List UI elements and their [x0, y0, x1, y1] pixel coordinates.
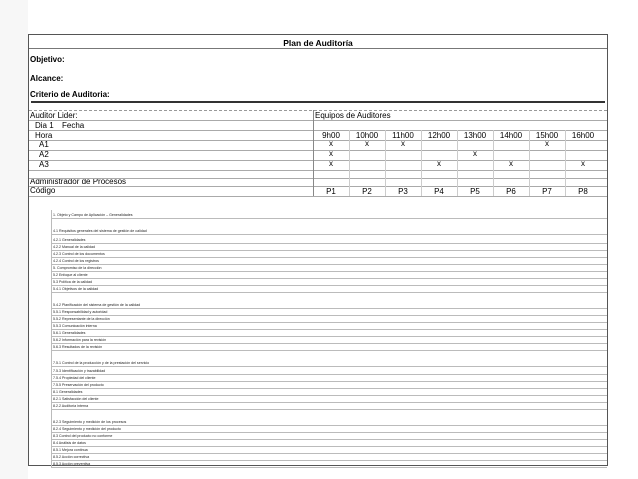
row-rule	[51, 460, 607, 461]
row-rule	[51, 381, 607, 382]
clause-item: 5.6.2 Información para la revisión	[53, 338, 107, 342]
grid-vline	[349, 130, 350, 196]
hour-cell: 9h00	[322, 131, 340, 140]
hour-cell: 15h00	[535, 131, 559, 140]
row-rule	[51, 264, 607, 265]
clause-item: 8.5.3 Acción preventiva	[53, 462, 91, 466]
grid-hline	[29, 196, 607, 197]
clause-item: 5.6.3 Resultados de la revisión	[53, 345, 103, 349]
lead-auditor-label: Auditor Lider:	[30, 111, 78, 120]
row-rule	[51, 329, 607, 330]
clause-item: 5.5.1 Responsabilidad y autoridad	[53, 310, 108, 314]
hour-cell: 13h00	[463, 131, 487, 140]
clause-item: 7.5.4 Propiedad del cliente	[53, 376, 96, 380]
process-code: P4	[434, 187, 444, 196]
row-rule	[51, 285, 607, 286]
process-code: P8	[578, 187, 588, 196]
schedule-mark: x	[509, 159, 513, 168]
row-rule	[51, 446, 607, 447]
clause-item: 8.3 Control del producto no conforme	[53, 434, 113, 438]
clause-item: 4.2.4 Control de los registros	[53, 259, 99, 263]
clause-item: 5.2 Enfoque al cliente	[53, 273, 88, 277]
process-code: P7	[542, 187, 552, 196]
grid-hline	[29, 160, 607, 161]
hour-cell: 11h00	[392, 131, 414, 140]
grid-hline	[29, 170, 607, 171]
clause-item: 4.1 Requisitos generales del sistema de gestión de calidad	[53, 229, 147, 233]
schedule-mark: x	[401, 139, 405, 148]
grid-hline	[29, 140, 607, 141]
grid-vline	[565, 130, 566, 196]
clause-item: 7.5.3 Identificación y trazabilidad	[53, 369, 106, 373]
row-rule	[51, 432, 607, 433]
auditor-name: A2	[39, 150, 49, 159]
clause-item: 8.4 Análisis de datos	[53, 441, 86, 445]
row-rule	[51, 453, 607, 454]
grid-vline	[529, 130, 530, 196]
process-admin-label: Administrador de Procesos	[30, 177, 127, 186]
code-label: Código	[30, 186, 56, 195]
row-rule	[51, 257, 607, 258]
hour-cell: 16h00	[571, 131, 595, 140]
schedule-mark: x	[473, 149, 477, 158]
row-rule	[51, 402, 607, 403]
clause-item: 8.2.2 Auditoría interna	[53, 404, 89, 408]
row-rule	[51, 336, 607, 337]
row-rule	[51, 467, 607, 468]
schedule-mark: x	[545, 139, 549, 148]
row-rule	[51, 395, 607, 396]
grid-vline	[385, 130, 386, 196]
process-code: P1	[326, 187, 336, 196]
row-rule	[51, 250, 607, 251]
clause-item: 8.1 Generalidades	[53, 390, 83, 394]
grid-vline	[421, 130, 422, 196]
clause-item: 5.4.1 Objetivos de la calidad	[53, 287, 99, 291]
clause-item: 4.2.3 Control de los documentos	[53, 252, 105, 256]
clause-item: 8.5.1 Mejora continua	[53, 448, 88, 452]
row-rule	[51, 350, 607, 351]
grid-vline	[313, 110, 314, 196]
row-rule	[51, 278, 607, 279]
grid-hline	[29, 178, 607, 179]
row-rule	[51, 308, 607, 309]
auditor-name: A3	[39, 160, 49, 169]
row-rule	[51, 439, 607, 440]
clause-item: 5.4.2 Planificación del sistema de gestión de la calidad	[53, 303, 141, 307]
process-code: P5	[470, 187, 480, 196]
grid-vline	[493, 130, 494, 196]
criteria-label: Criterio de Auditoria:	[30, 90, 110, 99]
list-vline	[51, 210, 52, 467]
hour-label: Hora	[35, 131, 53, 140]
schedule-mark: x	[581, 159, 585, 168]
scope-label: Alcance:	[30, 74, 64, 83]
process-code: P2	[362, 187, 372, 196]
grid-hline	[29, 130, 607, 131]
grid-hline	[29, 186, 607, 187]
clause-item: 1. Objeto y Campo de Aplicación – Generalidades	[53, 213, 133, 217]
grid-vline	[457, 130, 458, 196]
clause-item: 5. Compromiso de la dirección	[53, 266, 102, 270]
hour-cell: 14h00	[499, 131, 523, 140]
schedule-mark: x	[329, 139, 333, 148]
clause-item: 7.5.1 Control de la producción y de la prestación del servicio	[53, 361, 150, 365]
schedule-mark: x	[437, 159, 441, 168]
clause-item: 5.5.3 Comunicación interna	[53, 324, 97, 328]
row-rule	[51, 271, 607, 272]
objective-label: Objetivo:	[30, 55, 65, 64]
row-rule	[51, 388, 607, 389]
schedule-mark: x	[329, 159, 333, 168]
divider	[29, 48, 607, 49]
clause-item: 5.3 Política de la calidad	[53, 280, 92, 284]
row-rule	[51, 343, 607, 344]
clause-item: 8.2.3 Seguimiento y medición de los procesos	[53, 420, 127, 424]
audit-plan-sheet	[28, 34, 608, 466]
grid-hline	[29, 120, 607, 121]
hour-cell: 10h00	[355, 131, 379, 140]
auditor-name: A1	[39, 140, 49, 149]
clause-item: 8.5.2 Acción correctiva	[53, 455, 90, 459]
row-rule	[51, 243, 607, 244]
clause-item: 5.6.1 Generalidades	[53, 331, 86, 335]
clause-item: 8.2.1 Satisfacción del cliente	[53, 397, 99, 401]
clause-item: 4.2.2 Manual de la calidad	[53, 245, 95, 249]
clause-item: 8.2.4 Seguimiento y medición del producto	[53, 427, 121, 431]
row-rule	[51, 218, 607, 219]
audit-team-label: Equipos de Auditores	[315, 111, 391, 120]
date-label: Fecha	[62, 121, 85, 130]
hour-cell: 12h00	[427, 131, 451, 140]
row-rule	[51, 292, 607, 293]
page-title: Plan de Auditoría	[283, 38, 353, 48]
row-rule	[51, 425, 607, 426]
row-rule	[51, 366, 607, 367]
schedule-mark: x	[365, 139, 369, 148]
row-rule	[51, 234, 607, 235]
clause-item: 7.5.5 Preservación del producto	[53, 383, 104, 387]
row-rule	[51, 315, 607, 316]
process-code: P6	[506, 187, 516, 196]
day-label: Dia 1	[35, 121, 54, 130]
process-code: P3	[398, 187, 408, 196]
row-rule	[51, 374, 607, 375]
schedule-mark: x	[329, 149, 333, 158]
clause-item: 5.5.2 Representante de la dirección	[53, 317, 110, 321]
left-margin	[0, 0, 28, 479]
divider	[31, 101, 605, 103]
grid-hline	[29, 150, 607, 151]
row-rule	[51, 322, 607, 323]
clause-item: 4.2.1 Generalidades	[53, 238, 86, 242]
row-rule	[51, 409, 607, 410]
